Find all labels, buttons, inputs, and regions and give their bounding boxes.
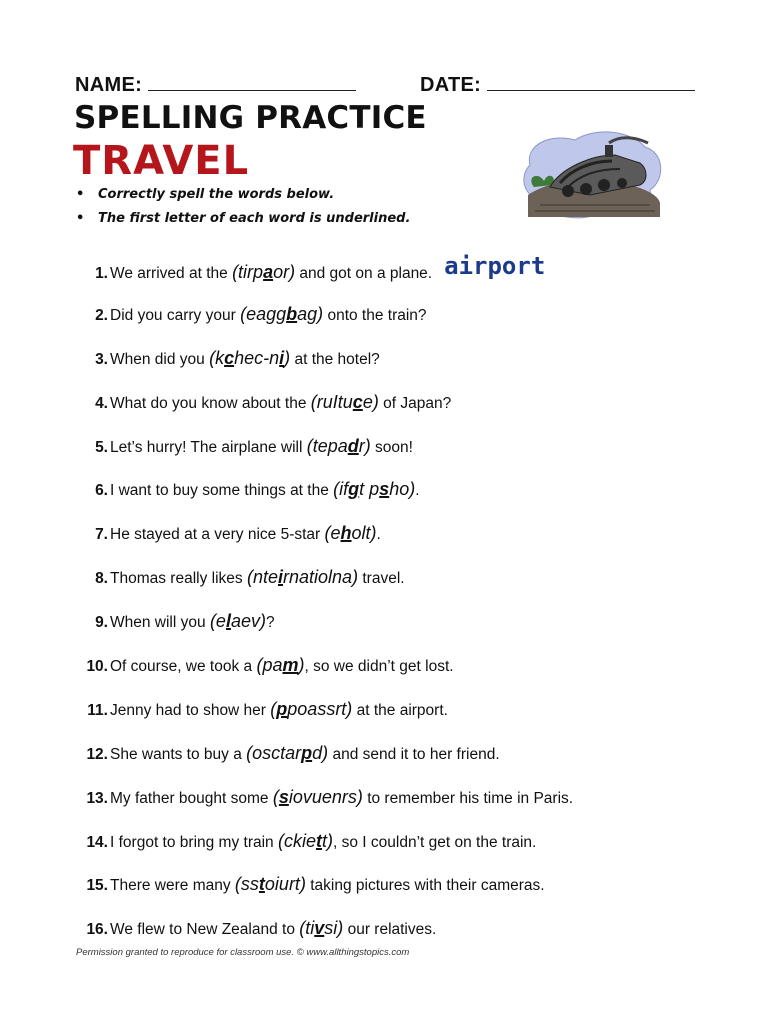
question-item-14 bbox=[70, 827, 690, 871]
date-field bbox=[420, 74, 695, 97]
question-text-before: He stayed at a very nice 5-star bbox=[110, 526, 325, 544]
question-number: 16. bbox=[86, 921, 108, 939]
question-text-after: , so we didn’t get lost. bbox=[304, 658, 454, 676]
question-text-after: ? bbox=[265, 614, 275, 632]
bullet-icon: • bbox=[76, 211, 85, 226]
question-item-4 bbox=[70, 388, 690, 432]
question-item-9 bbox=[70, 607, 690, 651]
question-number: 4. bbox=[95, 394, 108, 412]
first-letter-underlined: l bbox=[225, 611, 231, 632]
question-item-6 bbox=[70, 475, 690, 519]
question-item-15 bbox=[70, 870, 690, 914]
question-number: 12. bbox=[86, 745, 108, 763]
scrambled-word: (sstoiurt) bbox=[234, 874, 306, 895]
instruction-item: • Correctly spell the words below. bbox=[76, 185, 410, 209]
question-item-2 bbox=[70, 300, 690, 344]
question-number: 9. bbox=[95, 614, 108, 632]
question-text-before: Jenny had to show her bbox=[110, 701, 271, 719]
question-item-7 bbox=[70, 519, 690, 563]
scrambled-word: (nteirnatiolna) bbox=[246, 567, 359, 588]
question-text-before: When did you bbox=[110, 350, 210, 368]
worksheet-title: SPELLING PRACTICE bbox=[74, 100, 427, 136]
first-letter-underlined: c bbox=[352, 391, 363, 412]
first-letter-underlined: d bbox=[347, 435, 359, 456]
question-text-before: My father bought some bbox=[110, 789, 273, 807]
question-text-after: . bbox=[415, 482, 420, 500]
question-number: 3. bbox=[95, 350, 108, 368]
first-letter-underlined: s bbox=[379, 479, 390, 500]
question-text-after: soon! bbox=[370, 438, 413, 456]
question-text-after: at the hotel? bbox=[290, 350, 380, 368]
steam-train-icon bbox=[520, 125, 665, 225]
first-letter-underlined: t bbox=[316, 830, 323, 851]
question-number: 6. bbox=[95, 482, 108, 500]
question-number: 13. bbox=[86, 789, 108, 807]
question-item-10 bbox=[70, 651, 690, 695]
first-letter-underlined: b bbox=[286, 303, 298, 324]
question-number: 1. bbox=[95, 265, 108, 282]
example-answer: airport bbox=[444, 252, 546, 280]
worksheet-topic: TRAVEL bbox=[73, 138, 250, 184]
question-text-before: Thomas really likes bbox=[110, 570, 247, 588]
scrambled-word: (elaev) bbox=[209, 611, 266, 632]
date-blank-line bbox=[487, 74, 695, 91]
scrambled-word: (eholt) bbox=[324, 523, 377, 544]
question-item-8 bbox=[70, 563, 690, 607]
question-number: 14. bbox=[86, 833, 108, 851]
question-text-after: and send it to her friend. bbox=[328, 745, 500, 763]
question-text-before: She wants to buy a bbox=[110, 745, 247, 763]
question-text-before: I want to buy some things at the bbox=[110, 482, 334, 500]
name-field bbox=[75, 74, 356, 97]
question-item-11 bbox=[70, 695, 690, 739]
first-letter-underlined: t bbox=[258, 874, 265, 895]
scrambled-word: (pam) bbox=[256, 655, 305, 676]
question-text-before: Of course, we took a bbox=[110, 658, 257, 676]
first-letter-underlined: m bbox=[282, 655, 299, 676]
question-text-before: When will you bbox=[110, 614, 210, 632]
first-letter-underlined: i bbox=[278, 567, 284, 588]
question-item-3 bbox=[70, 344, 690, 388]
question-number: 5. bbox=[95, 438, 108, 456]
question-number: 11. bbox=[87, 701, 108, 719]
first-letter-underlined: g bbox=[348, 479, 360, 500]
question-number: 10. bbox=[86, 658, 108, 676]
question-text-after: of Japan? bbox=[378, 394, 452, 412]
first-letter-underlined: s bbox=[278, 786, 289, 807]
question-number: 7. bbox=[95, 526, 108, 544]
scrambled-word: (ppoassrt) bbox=[270, 698, 353, 719]
question-number: 8. bbox=[95, 570, 108, 588]
scrambled-word: (osctarpd) bbox=[246, 742, 329, 763]
question-number: 15. bbox=[86, 877, 108, 895]
question-text-before: I forgot to bring my train bbox=[110, 833, 278, 851]
question-text-after: at the airport. bbox=[352, 701, 448, 719]
first-letter-underlined: a bbox=[263, 262, 274, 282]
scrambled-word: (tivsi) bbox=[299, 918, 344, 939]
question-item-12 bbox=[70, 739, 690, 783]
question-number: 2. bbox=[95, 306, 108, 324]
question-text-before: Did you carry your bbox=[110, 306, 241, 324]
scrambled-word: (kchec-ni) bbox=[209, 347, 291, 368]
bullet-icon: • bbox=[76, 187, 85, 202]
question-text-before: What do you know about the bbox=[110, 394, 311, 412]
scrambled-word: (eaggbag) bbox=[240, 303, 324, 324]
scrambled-word: (siovuenrs) bbox=[272, 786, 363, 807]
question-text-before: Let’s hurry! The airplane will bbox=[110, 438, 307, 456]
question-text-after: travel. bbox=[358, 570, 405, 588]
scrambled-word: (tirpaor) bbox=[232, 262, 296, 282]
question-item-1 bbox=[70, 252, 690, 300]
first-letter-underlined: v bbox=[314, 918, 325, 939]
question-text-after: taking pictures with their cameras. bbox=[305, 877, 545, 895]
scrambled-word: (ruItuce) bbox=[310, 391, 379, 412]
question-text-after: onto the train? bbox=[323, 306, 427, 324]
scrambled-word: (tepadr) bbox=[306, 435, 371, 456]
scrambled-word: (ifgt psho) bbox=[333, 479, 416, 500]
question-item-13 bbox=[70, 783, 690, 827]
first-letter-underlined: i bbox=[279, 347, 285, 368]
copyright-footer: Permission granted to reproduce for classroom use. © www.allthingstopics.com bbox=[76, 947, 410, 958]
first-letter-underlined: c bbox=[224, 347, 235, 368]
date-label: DATE: bbox=[420, 74, 482, 96]
question-text-after: , so I couldn’t get on the train. bbox=[333, 833, 537, 851]
question-text-before: We arrived at the bbox=[110, 265, 233, 282]
question-text-before: We flew to New Zealand to bbox=[110, 921, 300, 939]
name-label: NAME: bbox=[75, 74, 143, 96]
instruction-item: • The first letter of each word is underlined. bbox=[76, 209, 410, 233]
first-letter-underlined: p bbox=[301, 742, 313, 763]
instructions-list bbox=[76, 185, 410, 233]
question-text-after: and got on a plane. bbox=[295, 265, 433, 282]
question-text-after: . bbox=[376, 526, 381, 544]
question-list bbox=[70, 252, 690, 958]
question-text-after: our relatives. bbox=[343, 921, 437, 939]
first-letter-underlined: p bbox=[276, 698, 288, 719]
name-blank-line bbox=[148, 74, 356, 91]
first-letter-underlined: h bbox=[340, 523, 352, 544]
question-text-after: to remember his time in Paris. bbox=[362, 789, 574, 807]
scrambled-word: (ckiett) bbox=[278, 830, 334, 851]
question-text-before: There were many bbox=[110, 877, 235, 895]
question-item-5 bbox=[70, 432, 690, 476]
